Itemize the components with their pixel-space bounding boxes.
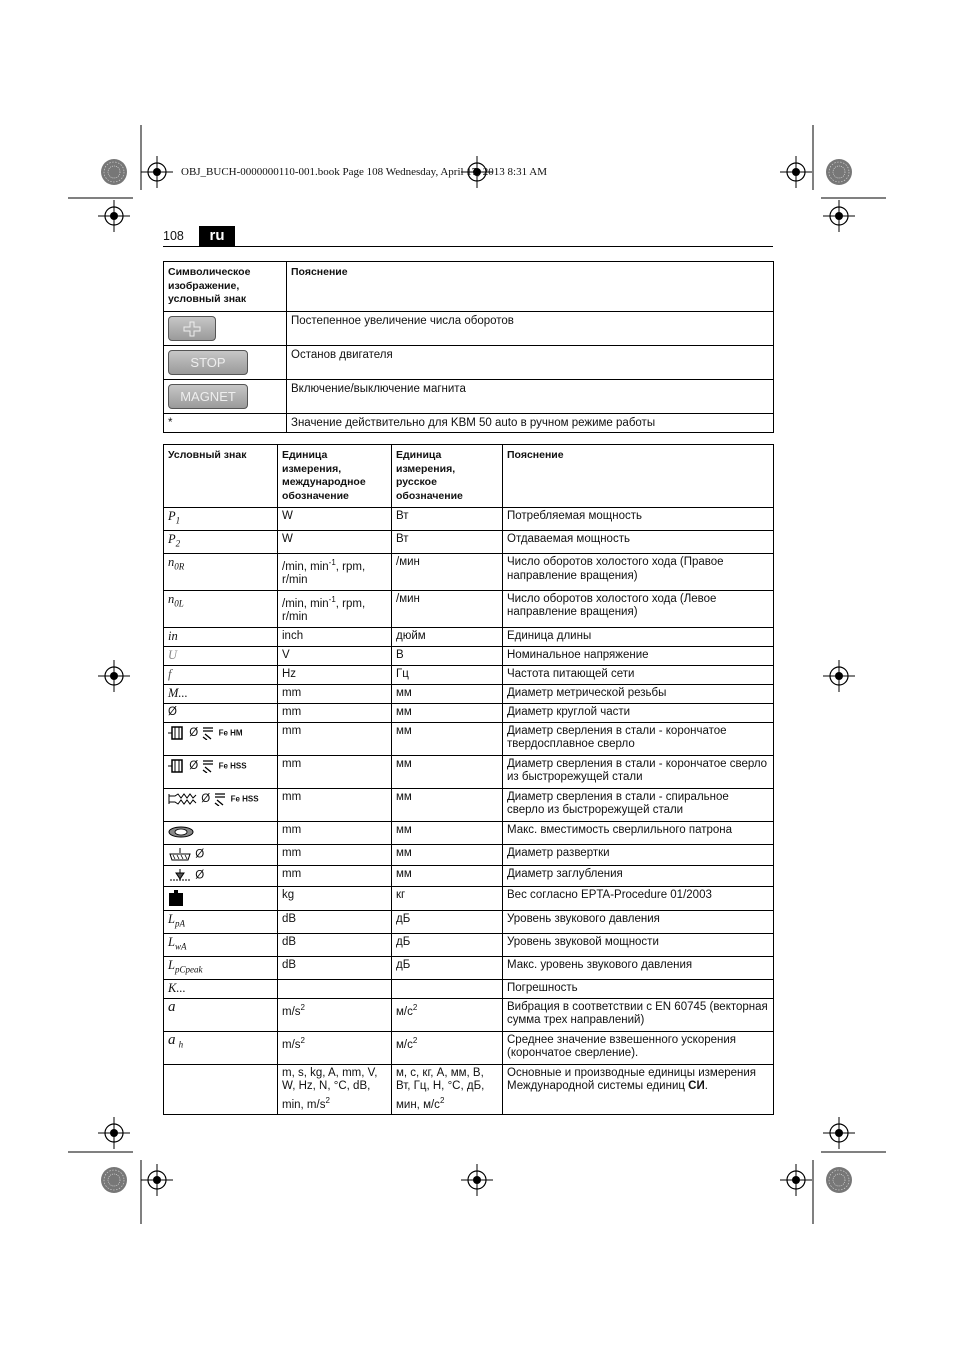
explanation: Частота питающей сети [503,665,774,684]
symbol-sub: 0L [174,598,184,609]
table-row [164,1064,774,1114]
table-row [164,998,774,1031]
unit-int: W [278,508,392,531]
col-symbol: Условный знак [164,445,278,508]
symbol: P [168,509,176,523]
symbol-table [163,261,774,433]
reamer-icon [168,848,192,861]
unit-ru: Вт [392,531,503,554]
explanation: Диаметр сверления в стали - спиральное сверло из быстрорежущей стали [503,788,774,821]
symbol-sub: wA [174,941,187,952]
unit-int: Hz [278,665,392,684]
unit-int: m, s, kg, A, mm, V, W, Hz, N, °C, dB, min, m/s [282,1066,378,1111]
symbol: P [168,532,176,546]
symbol: n [168,591,175,606]
symbol-sub: h [178,1039,184,1050]
unit-ru: м/с [396,1005,413,1018]
unit-sup: 2 [325,1095,330,1105]
explanation: Диаметр сверления в стали - корончатое сверло из быстрорежущей стали [503,755,774,788]
explanation: Число оборотов холостого хода (Левое направление вращения) [503,590,774,627]
table-row [164,345,774,379]
col-explanation: Пояснение [287,262,774,312]
unit-ru: кг [392,886,503,910]
unit-ru: дБ [392,933,503,956]
unit-ru: дюйм [392,627,503,646]
explanation: Вес согласно EPTA-Procedure 01/2003 [503,886,774,910]
symbol-sub: 0R [174,561,185,572]
explanation: Единица длины [503,627,774,646]
row-explanation: Значение действительно для KBM 50 auto в ручном режиме работы [287,413,774,433]
table-row [164,979,774,998]
symbol-sub: pA [174,918,185,929]
units-table [163,444,774,1115]
unit-int: mm [278,703,392,722]
weight-icon [168,890,184,906]
unit-int: kg [278,886,392,910]
drill-chuck-icon [168,826,194,838]
language-tag: ru [199,226,235,246]
table-row [164,1031,774,1064]
symbol [164,1064,278,1114]
core-drill-icon [168,759,186,773]
unit-sup: 2 [300,1002,305,1012]
table-row [164,933,774,956]
table-row [164,788,774,821]
table-row [164,590,774,627]
unit-sup: -1 [328,558,336,567]
fe-hm-label: Fe HM [218,727,243,737]
table-row [164,665,774,684]
unit-int: mm [278,821,392,844]
row-explanation: Останов двигателя [287,345,774,379]
asterisk: * [164,413,287,433]
unit-ru: Гц [392,665,503,684]
unit-int: /min, min [282,560,329,573]
table-row [164,554,774,591]
magnet-button-icon: MAGNET [168,384,248,409]
unit-ru: мм [392,755,503,788]
core-drill-icon [168,726,186,740]
unit-int: m/s [282,1005,301,1018]
table-row [164,531,774,554]
unit-ru: /мин [392,590,503,627]
explanation: Диаметр развертки [503,844,774,865]
symbol: L [168,957,175,972]
explanation: Диаметр круглой части [503,703,774,722]
table-row [164,755,774,788]
twist-drill-icon [168,792,198,806]
explanation: Диаметр заглубления [503,865,774,886]
unit-int: W [278,531,392,554]
table-row [164,821,774,844]
unit-ru: В [392,646,503,665]
unit-ru: мм [392,788,503,821]
unit-int: mm [278,722,392,755]
table-row [164,844,774,865]
table-row [164,910,774,933]
explanation: Макс. вместимость сверлильного патрона [503,821,774,844]
row-explanation: Постепенное увеличение числа оборотов [287,311,774,345]
explanation: Вибрация в соответствии с EN 60745 (векторная сумма трех направлений) [503,998,774,1031]
stop-button-icon: STOP [168,350,248,375]
unit-sup: 2 [412,1002,418,1012]
table-row [164,684,774,703]
symbol: a [168,1031,176,1048]
diameter-symbol: Ø [201,792,211,805]
unit-ru: Вт [392,508,503,531]
table-row [164,379,774,413]
diameter-symbol: Ø [189,759,199,772]
symbol-sub: pCpeak [174,964,203,975]
symbol: n [168,555,175,569]
unit-ru: дБ [392,956,503,979]
explanation: Номинальное напряжение [503,646,774,665]
header-rule [163,246,773,247]
explanation: Уровень звукового давления [503,910,774,933]
unit-int: mm [278,755,392,788]
diameter-symbol: Ø [189,726,199,739]
explanation: Потребляемая мощность [503,508,774,531]
page-number: 108 [163,229,184,243]
explanation: Погрешность [503,979,774,998]
diameter-symbol: Ø [195,848,205,861]
unit-int: /min, min [282,597,329,610]
plus-button-icon [168,316,216,341]
table-row [164,722,774,755]
col-unit-russian: Единица измерения, русское обозначение [392,445,503,508]
explanation-end: . [704,1080,708,1093]
explanation: Основные и производные единицы измерения Международной системы единиц [507,1066,757,1093]
unit-ru: мм [392,821,503,844]
symbol: M... [164,684,278,703]
diameter-symbol: Ø [195,869,205,882]
table-row [164,646,774,665]
unit-ru: дБ [392,910,503,933]
unit-int [278,979,392,998]
table-row [164,865,774,886]
steel-material-icon [213,792,227,806]
explanation: Отдаваемая мощность [503,531,774,554]
symbol-sub: 1 [175,515,181,526]
explanation: Диаметр сверления в стали - корончатое твердосплавное сверло [503,722,774,755]
unit-int: dB [278,910,392,933]
unit-ru [392,979,503,998]
unit-int-cont: , rpm, r/min [282,597,366,624]
unit-int: dB [278,956,392,979]
row-explanation: Включение/выключение магнита [287,379,774,413]
unit-sup: 2 [300,1035,305,1045]
unit-sup: 2 [412,1035,418,1045]
unit-int: V [278,646,392,665]
table-row [164,413,774,433]
explanation: Среднее значение взвешенного ускорения (корончатое сверление). [503,1031,774,1064]
table-row [164,703,774,722]
unit-sup: -1 [328,594,336,604]
unit-ru: мм [392,865,503,886]
steel-material-icon [201,759,215,773]
explanation: Макс. уровень звукового давления [503,956,774,979]
table-row [164,311,774,345]
unit-sup: 2 [439,1095,445,1105]
unit-ru: мм [392,844,503,865]
unit-int: mm [278,788,392,821]
symbol: L [168,911,175,926]
running-head: OBJ_BUCH-0000000110-001.book Page 108 Wednesday, April 17, 2013 8:31 AM [181,166,547,178]
unit-int: dB [278,933,392,956]
symbol-sub: 2 [175,538,181,549]
col-unit-international: Единица измерения, международное обозначение [278,445,392,508]
fe-hss-label: Fe HSS [230,793,259,803]
explanation: Диаметр метрической резьбы [503,684,774,703]
table-row [164,627,774,646]
symbol: Ø [164,703,278,722]
fe-hss-label: Fe HSS [218,760,247,770]
steel-material-icon [201,726,215,740]
symbol: L [168,934,175,949]
unit-ru: мм [392,703,503,722]
symbol: K... [164,979,278,998]
unit-int: mm [278,684,392,703]
col-explanation: Пояснение [503,445,774,508]
explanation: Число оборотов холостого хода (Правое направление вращения) [503,554,774,591]
unit-ru: м/с [396,1038,413,1051]
symbol: a [164,998,278,1031]
table-row [164,508,774,531]
unit-int: m/s [282,1038,301,1051]
col-symbol: Символическое изображение, условный знак [164,262,287,312]
unit-ru: м, с, кг, А, мм, В, Вт, Гц, Н, °C, дБ, мин, м/с [396,1066,485,1111]
symbol: U [164,646,278,665]
unit-int: mm [278,865,392,886]
unit-int: mm [278,844,392,865]
symbol: in [164,627,278,646]
explanation: Уровень звуковой мощности [503,933,774,956]
symbol: f [164,665,278,684]
countersink-icon [168,869,192,882]
unit-ru: мм [392,722,503,755]
unit-ru: мм [392,684,503,703]
table-row [164,886,774,910]
unit-ru: /мин [392,554,503,591]
unit-int-cont: , rpm, r/min [282,560,366,587]
table-row [164,956,774,979]
unit-int: inch [278,627,392,646]
si-abbrev: СИ [688,1080,705,1093]
